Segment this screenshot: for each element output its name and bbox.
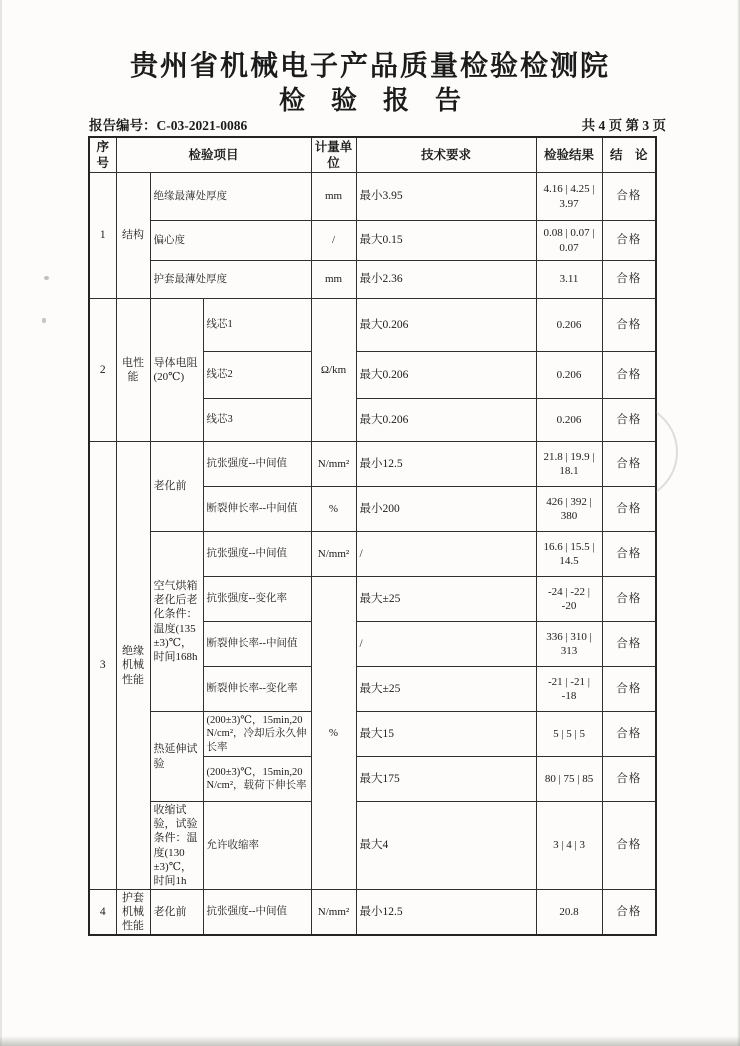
cell-conclusion: 合格 — [602, 261, 656, 299]
section-subgroup: 老化前 — [150, 442, 203, 532]
faint-stamp-arc — [656, 400, 698, 500]
cell-unit: Ω/km — [311, 299, 356, 442]
section-subgroup: 老化前 — [150, 890, 203, 936]
cell-item: 断裂伸长率--变化率 — [203, 667, 311, 712]
cell-item: 抗张强度--中间值 — [203, 532, 311, 577]
section-group: 绝缘机械性能 — [116, 442, 150, 890]
cell-result: 20.8 — [536, 890, 602, 936]
table-row — [89, 299, 656, 352]
col-header-item: 检验项目 — [116, 137, 311, 173]
section-group: 护套机械性能 — [116, 890, 150, 936]
cell-unit: N/mm² — [311, 890, 356, 936]
col-header-unit: 计量单位 — [311, 137, 356, 173]
report-number: 报告编号：C-03-2021-0086 — [89, 118, 248, 133]
cell-item: 抗张强度--中间值 — [203, 442, 311, 487]
cell-result: 336 | 310 | 313 — [536, 622, 602, 667]
report-doc-title: 检 验 报 告 — [278, 86, 461, 115]
scan-speck — [42, 318, 46, 323]
cell-item: 允许收缩率 — [203, 802, 311, 890]
cell-conclusion: 合格 — [602, 173, 656, 221]
cell-result: -24 | -22 | -20 — [536, 577, 602, 622]
cell-requirement: 最小2.36 — [356, 261, 536, 299]
cell-result: 3 | 4 | 3 — [536, 802, 602, 890]
table-header-row — [89, 137, 656, 173]
cell-item: (200±3)℃，15min,20N/cm²，载荷下伸长率 — [203, 757, 311, 802]
section-subgroup: 空气烘箱老化后老化条件：温度(135±3)℃，时间168h — [150, 532, 203, 712]
cell-unit: N/mm² — [311, 532, 356, 577]
cell-unit: / — [311, 221, 356, 261]
cell-unit: mm — [311, 173, 356, 221]
cell-conclusion: 合格 — [602, 532, 656, 577]
section-subgroup: 导体电阻(20℃) — [150, 299, 203, 442]
results-table — [88, 136, 657, 936]
section-group: 结构 — [116, 173, 150, 299]
cell-conclusion: 合格 — [602, 712, 656, 757]
cell-unit: N/mm² — [311, 442, 356, 487]
cell-result: 0.206 — [536, 399, 602, 442]
table-row — [89, 442, 656, 487]
cell-requirement: 最小12.5 — [356, 890, 536, 936]
report-meta-row — [89, 114, 666, 134]
cell-item: 抗张强度--变化率 — [203, 577, 311, 622]
cell-conclusion: 合格 — [602, 442, 656, 487]
cell-requirement: 最大4 — [356, 802, 536, 890]
table-row — [89, 173, 656, 221]
table-row — [89, 890, 656, 936]
cell-item: 偏心度 — [150, 221, 311, 261]
section-number: 2 — [89, 299, 116, 442]
cell-requirement: 最大0.206 — [356, 352, 536, 399]
cell-requirement: 最大175 — [356, 757, 536, 802]
scan-edge-shadow-bottom — [0, 1036, 740, 1046]
section-subgroup: 热延伸试验 — [150, 712, 203, 802]
cell-conclusion: 合格 — [602, 487, 656, 532]
cell-requirement: / — [356, 622, 536, 667]
scan-edge-shadow-left — [0, 0, 2, 1046]
cell-result: 0.08 | 0.07 | 0.07 — [536, 221, 602, 261]
cell-result: 4.16 | 4.25 | 3.97 — [536, 173, 602, 221]
page-indicator: 共 4 页 第 3 页 — [581, 118, 666, 133]
cell-item: 线芯1 — [203, 299, 311, 352]
cell-result: 80 | 75 | 85 — [536, 757, 602, 802]
cell-item: 断裂伸长率--中间值 — [203, 622, 311, 667]
table-row — [89, 261, 656, 299]
section-number: 3 — [89, 442, 116, 890]
report-org-title: 贵州省机械电子产品质量检验检测院 — [129, 51, 610, 82]
cell-requirement: 最大0.15 — [356, 221, 536, 261]
stamp-circle — [656, 403, 678, 500]
cell-conclusion: 合格 — [602, 890, 656, 936]
cell-unit: mm — [311, 261, 356, 299]
section-number: 4 — [89, 890, 116, 936]
scan-speck — [44, 276, 49, 280]
table-row — [89, 221, 656, 261]
table-row — [89, 532, 656, 577]
cell-result: 0.206 — [536, 299, 602, 352]
section-number: 1 — [89, 173, 116, 299]
section-group: 电性能 — [116, 299, 150, 442]
cell-result: 426 | 392 | 380 — [536, 487, 602, 532]
cell-result: 3.11 — [536, 261, 602, 299]
cell-conclusion: 合格 — [602, 577, 656, 622]
cell-conclusion: 合格 — [602, 622, 656, 667]
cell-requirement: 最大±25 — [356, 667, 536, 712]
cell-conclusion: 合格 — [602, 667, 656, 712]
cell-item: 绝缘最薄处厚度 — [150, 173, 311, 221]
cell-requirement: / — [356, 532, 536, 577]
cell-conclusion: 合格 — [602, 399, 656, 442]
table-row — [89, 802, 656, 890]
cell-requirement: 最小3.95 — [356, 173, 536, 221]
col-header-requirement: 技术要求 — [356, 137, 536, 173]
cell-result: -21 | -21 | -18 — [536, 667, 602, 712]
cell-conclusion: 合格 — [602, 299, 656, 352]
cell-unit: % — [311, 487, 356, 532]
cell-conclusion: 合格 — [602, 757, 656, 802]
cell-item: (200±3)℃，15min,20N/cm²，冷却后永久伸长率 — [203, 712, 311, 757]
cell-requirement: 最大0.206 — [356, 299, 536, 352]
cell-result: 21.8 | 19.9 | 18.1 — [536, 442, 602, 487]
cell-result: 16.6 | 15.5 | 14.5 — [536, 532, 602, 577]
cell-item: 线芯3 — [203, 399, 311, 442]
table-row — [89, 712, 656, 757]
cell-requirement: 最小12.5 — [356, 442, 536, 487]
cell-conclusion: 合格 — [602, 352, 656, 399]
cell-result: 0.206 — [536, 352, 602, 399]
col-header-conclusion: 结 论 — [602, 137, 656, 173]
col-header-result: 检验结果 — [536, 137, 602, 173]
cell-requirement: 最大±25 — [356, 577, 536, 622]
cell-conclusion: 合格 — [602, 802, 656, 890]
section-subgroup: 收缩试验，试验条件：温度(130±3)℃，时间1h — [150, 802, 203, 890]
cell-unit: % — [311, 577, 356, 890]
cell-requirement: 最小200 — [356, 487, 536, 532]
col-header-seq: 序号 — [89, 137, 116, 173]
cell-conclusion: 合格 — [602, 221, 656, 261]
cell-requirement: 最大15 — [356, 712, 536, 757]
cell-requirement: 最大0.206 — [356, 399, 536, 442]
cell-item: 线芯2 — [203, 352, 311, 399]
cell-item: 护套最薄处厚度 — [150, 261, 311, 299]
cell-result: 5 | 5 | 5 — [536, 712, 602, 757]
cell-item: 断裂伸长率--中间值 — [203, 487, 311, 532]
cell-item: 抗张强度--中间值 — [203, 890, 311, 936]
